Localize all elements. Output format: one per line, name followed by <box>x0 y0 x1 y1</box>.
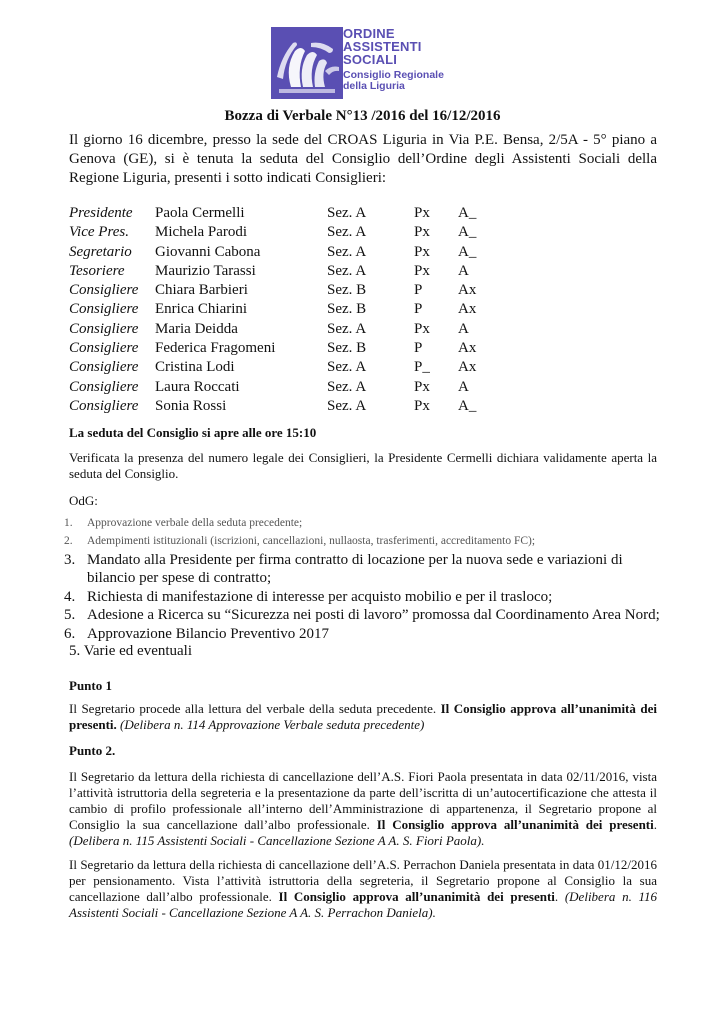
council-role: Consigliere <box>69 378 139 395</box>
council-absence: Ax <box>458 340 477 357</box>
punto-1-heading: Punto 1 <box>69 678 112 693</box>
council-member-row <box>69 300 569 319</box>
council-member-row <box>69 339 569 358</box>
agenda-item-number: 4. <box>64 588 76 605</box>
punto-1-delibera: (Delibera n. 114 Approvazione Verbale seduta precedente) <box>120 717 425 732</box>
council-section: Sez. A <box>327 243 367 260</box>
agenda-item <box>64 626 664 644</box>
council-presence: Px <box>414 205 430 221</box>
council-member-row <box>69 320 569 339</box>
council-presence: Px <box>414 243 430 260</box>
intro-paragraph: Il giorno 16 dicembre, presso la sede del CROAS Liguria in Via P.E. Bensa, 2/5A - 5° piano a Genova (GE), si è tenuta la seduta del Consiglio dell’Ordine degli Assistenti Sociali della Regione Liguria, presenti i sotto indicati Consiglieri: <box>69 132 657 186</box>
council-presence: Px <box>414 224 430 241</box>
council-section: Sez. A <box>327 359 367 376</box>
punto-2-heading: Punto 2. <box>69 743 116 758</box>
council-role: Consigliere <box>69 282 139 299</box>
agenda-item <box>64 534 664 549</box>
agenda-item <box>64 552 664 588</box>
council-member-row <box>69 204 569 223</box>
agenda-list <box>64 516 664 644</box>
council-name: Maria Deidda <box>155 320 238 337</box>
punto-2-text-1: Il Segretario da lettura della richiesta di cancellazione dell’A.S. Fiori Paola presentata in data 02/11/2016, vista l’attività istruttoria della segreteria e la presentazione da parte dell’iscritta di un’autocertificazione che attesta il cambio di profilo professionale all’interno dell’Amministrazione di appartenenza, il Segretario propone al Consiglio la sua cancellazione dall’albo professionale. <box>69 769 657 832</box>
council-member-row <box>69 378 569 397</box>
agenda-item-number: 1. <box>64 517 73 529</box>
council-absence: A <box>458 262 469 279</box>
council-presence: P <box>414 340 423 357</box>
council-presence: P <box>414 301 423 318</box>
council-presence: Px <box>414 397 430 414</box>
council-member-row <box>69 243 569 262</box>
council-name: Laura Roccati <box>155 378 240 395</box>
punto-1-paragraph <box>69 701 657 733</box>
council-member-row <box>69 397 569 416</box>
agenda-item-text: Adesione a Ricerca su “Sicurezza nei posti di lavoro” promossa dal Coordinamento Area Nord; <box>87 607 660 624</box>
council-absence: A_ <box>458 224 477 241</box>
council-name: Chiara Barbieri <box>155 282 248 299</box>
punto-1-approval: Il Consiglio approva all’unanimità dei presenti. <box>69 701 657 732</box>
punto-2-paragraph-2: Il Segretario da lettura della richiesta di cancellazione dell’A.S. Perrachon Daniela presentata in data 01/12/2016 per pensionamento. Vista l’attività istruttoria della segreteria, il Segretario propone al Consiglio la sua cancellazione dall’albo professionale. Il Consiglio approva all’unanimità dei presenti. (Delibera n. 116 Assistenti Sociali - Cancellazione Sezione A A. S. Perrachon Daniela). <box>69 857 658 920</box>
ordine-logo-mark-icon <box>271 27 343 99</box>
council-member-row <box>69 358 569 377</box>
council-role: Consigliere <box>69 320 139 337</box>
council-presence: P_ <box>414 359 430 376</box>
council-presence: Px <box>414 262 430 279</box>
council-name: Federica Fragomeni <box>155 340 276 357</box>
council-name: Michela Parodi <box>155 224 248 241</box>
council-section: Sez. B <box>327 301 367 318</box>
council-absence: A <box>458 320 469 337</box>
agenda-item-number: 3. <box>64 552 76 568</box>
punto-2-delibera-1: (Delibera n. 115 Assistenti Sociali - Cancellazione Sezione A A. S. Fiori Paola). <box>69 833 485 848</box>
agenda-item <box>64 516 664 531</box>
ordine-logo <box>271 27 471 99</box>
council-presence: P <box>414 282 423 299</box>
council-absence: Ax <box>458 359 477 376</box>
council-role: Tesoriere <box>69 262 125 279</box>
council-absence: A_ <box>458 397 477 414</box>
council-name: Cristina Lodi <box>155 359 235 376</box>
council-section: Sez. A <box>327 262 367 279</box>
council-section: Sez. A <box>327 320 367 337</box>
quorum-verification: Verificata la presenza del numero legale dei Consiglieri, la Presidente Cermelli dichiara validamente aperta la seduta del Consiglio. <box>69 450 657 481</box>
agenda-item-text: Approvazione Bilancio Preventivo 2017 <box>87 626 330 643</box>
logo-subtitle: della Liguria <box>343 80 405 92</box>
council-section: Sez. B <box>327 282 367 299</box>
punto-2-delibera-2: (Delibera n. 116 Assistenti Sociali - Cancellazione Sezione A A. S. Perrachon Daniela). <box>69 889 658 920</box>
agenda-item-text: Approvazione verbale della seduta precedente; <box>87 517 303 529</box>
council-absence: A <box>458 378 469 395</box>
logo-subtitle: Consiglio Regionale <box>343 69 444 81</box>
council-name: Enrica Chiarini <box>155 301 248 318</box>
council-presence: Px <box>414 378 430 395</box>
council-absence: Ax <box>458 301 477 318</box>
punto-2-approval-2: Il Consiglio approva all’unanimità dei presenti <box>278 889 555 904</box>
council-role: Consigliere <box>69 301 139 318</box>
agenda-item <box>64 607 664 625</box>
agenda-item-varie: 5. Varie ed eventuali <box>69 643 193 659</box>
council-role: Vice Pres. <box>69 224 129 241</box>
logo-line: ORDINE <box>343 26 395 41</box>
council-attendance-table <box>69 204 569 416</box>
agenda-item-number: 2. <box>64 535 73 547</box>
council-section: Sez. A <box>327 224 367 241</box>
agenda-item-number: 5. <box>64 607 76 624</box>
ordine-logo-text <box>343 27 444 92</box>
council-absence: A_ <box>458 205 477 221</box>
council-role: Consigliere <box>69 397 139 414</box>
agenda-label: OdG: <box>69 493 98 508</box>
logo-line: SOCIALI <box>343 52 398 67</box>
council-role: Consigliere <box>69 359 139 376</box>
session-opening: La seduta del Consiglio si apre alle ore 15:10 <box>69 425 317 440</box>
council-member-row <box>69 262 569 281</box>
council-section: Sez. A <box>327 397 367 414</box>
council-name: Sonia Rossi <box>155 397 227 414</box>
council-presence: Px <box>414 320 430 337</box>
council-section: Sez. A <box>327 205 367 221</box>
council-member-row <box>69 281 569 300</box>
punto-2-text-2: Il Segretario da lettura della richiesta di cancellazione dell’A.S. Perrachon Daniela presentata in data 01/12/2016 per pensionamento. Vista l’attività istruttoria della segreteria, il Segretario propone al Consiglio la sua cancellazione dall’albo professionale. <box>69 857 657 904</box>
punto-2-approval-1: Il Consiglio approva all’unanimità dei presenti <box>376 817 654 832</box>
council-section: Sez. B <box>327 340 367 357</box>
agenda-item-number: 6. <box>64 626 76 643</box>
council-role: Consigliere <box>69 340 139 357</box>
agenda-item <box>64 589 664 607</box>
agenda-item-text: Mandato alla Presidente per firma contratto di locazione per la nuova sede e variazioni di bilancio per spese di contratto; <box>87 552 623 586</box>
agenda-item-text: Richiesta di manifestazione di interesse per acquisto mobilio e per il trasloco; <box>87 588 553 605</box>
council-absence: Ax <box>458 282 477 299</box>
council-absence: A_ <box>458 243 477 260</box>
council-name: Maurizio Tarassi <box>155 262 256 279</box>
punto-1-text: Il Segretario procede alla lettura del verbale della seduta precedente. <box>69 701 437 716</box>
punto-2-paragraph-1: Il Segretario da lettura della richiesta di cancellazione dell’A.S. Fiori Paola presentata in data 02/11/2016, vista l’attività istruttoria della segreteria e la presentazione da parte dell’iscritta di un’autocertificazione che attesta il cambio di profilo professionale all’interno dell’Amministrazione di appartenenza, il Segretario propone al Consiglio la sua cancellazione dall’albo professionale. Il Consiglio approva all’unanimità dei presenti. (Delibera n. 115 Assistenti Sociali - Cancellazione Sezione A A. S. Fiori Paola). <box>69 769 658 848</box>
council-section: Sez. A <box>327 378 367 395</box>
document-title: Bozza di Verbale N°13 /2016 del 16/12/2016 <box>224 108 501 124</box>
council-role: Presidente <box>69 205 133 221</box>
logo-line: ASSISTENTI <box>343 39 422 54</box>
agenda-item-text: Adempimenti istituzionali (iscrizioni, cancellazioni, nullaosta, trasferimenti, accreditamento FC); <box>87 535 536 547</box>
council-name: Giovanni Cabona <box>155 243 261 260</box>
council-member-row <box>69 223 569 242</box>
council-role: Segretario <box>69 243 132 260</box>
council-name: Paola Cermelli <box>155 205 245 221</box>
